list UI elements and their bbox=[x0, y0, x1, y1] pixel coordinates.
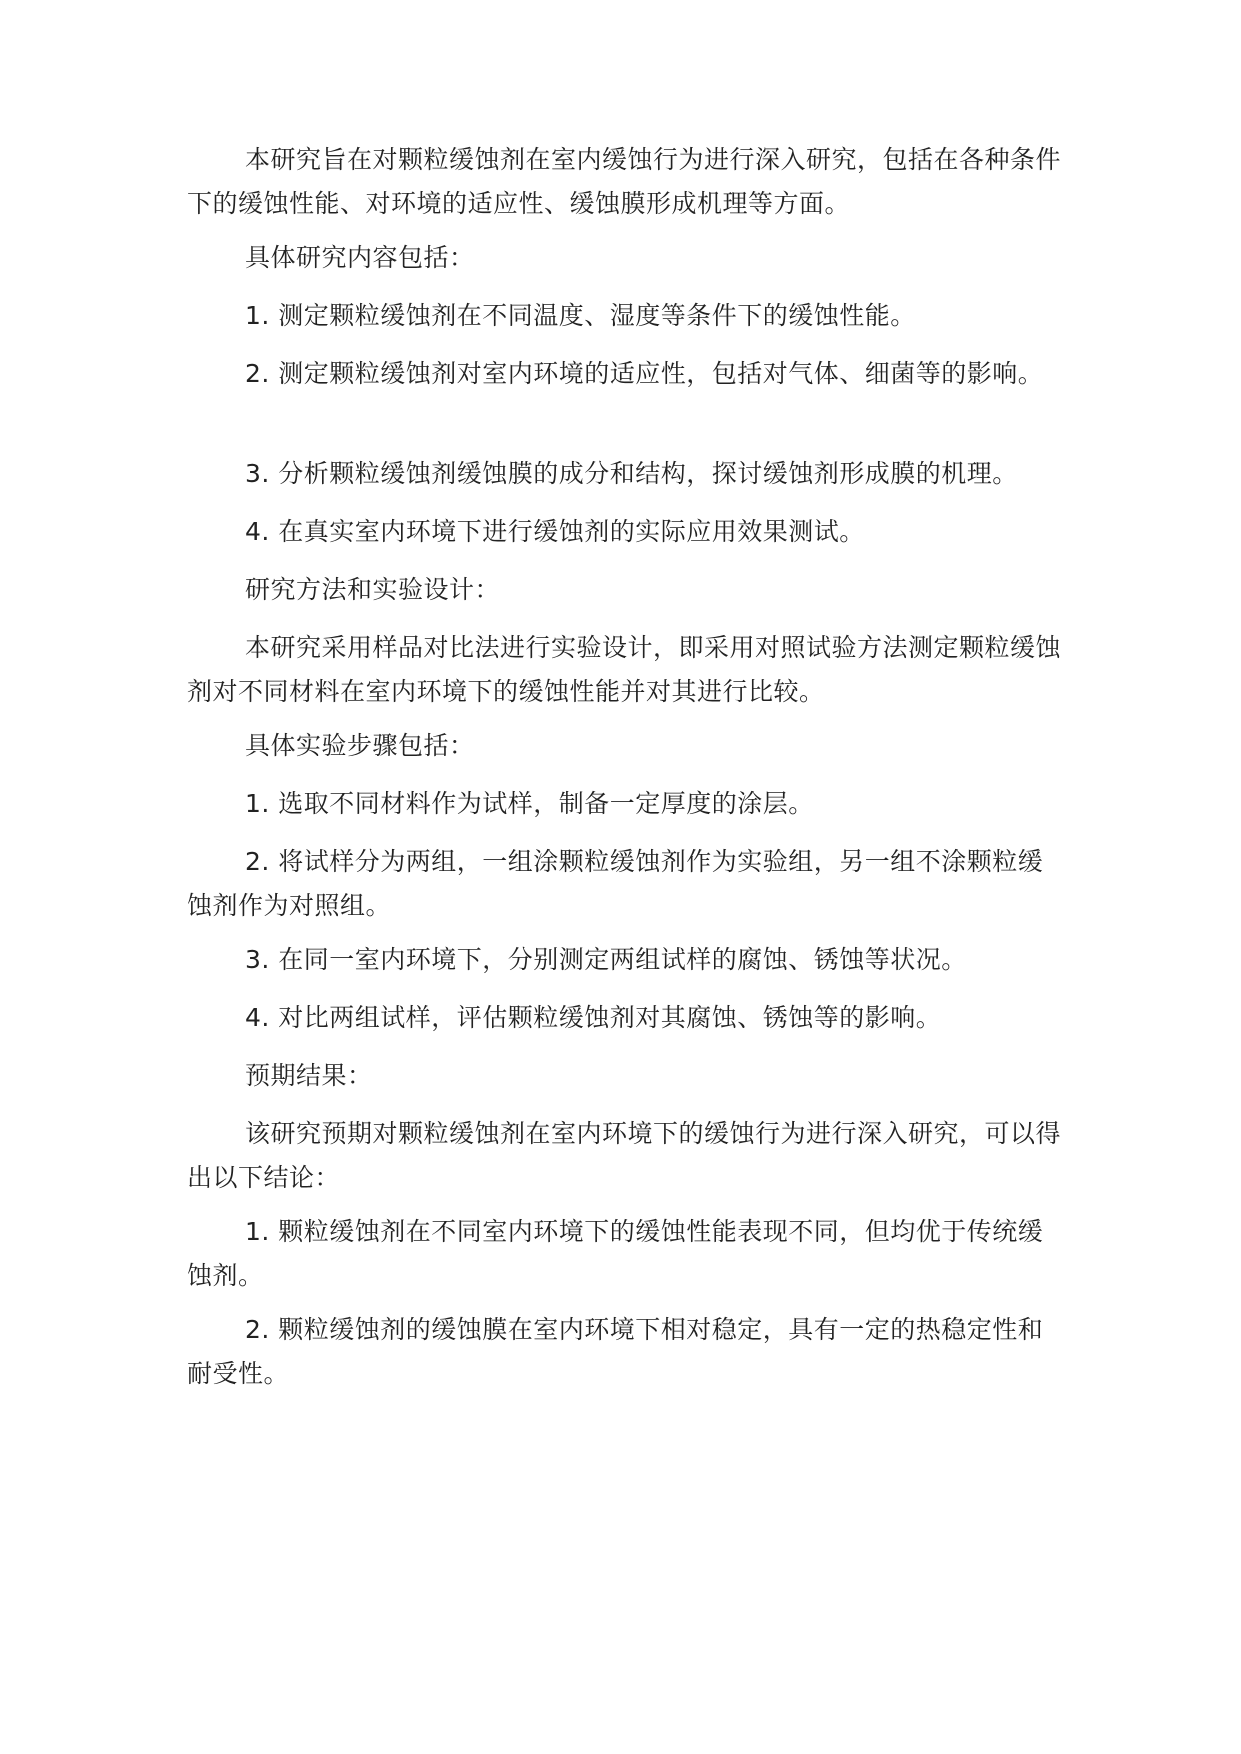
heading-expected-results: 预期结果： bbox=[245, 1061, 373, 1090]
paragraph-methods: 本研究采用样品对比法进行实验设计，即采用对照试验方法测定颗粒缓蚀剂对不同材料在室内环境下的缓蚀性能并对其进行比较。 bbox=[187, 633, 1062, 706]
list-item-step-4: 4. 对比两组试样，评估颗粒缓蚀剂对其腐蚀、锈蚀等的影响。 bbox=[245, 1003, 942, 1032]
heading-steps: 具体实验步骤包括： bbox=[245, 731, 475, 760]
list-item-step-2: 2. 将试样分为两组，一组涂颗粒缓蚀剂作为实验组，另一组不涂颗粒缓蚀剂作为对照组。 bbox=[187, 847, 1044, 920]
paragraph-research-aim: 本研究旨在对颗粒缓蚀剂在室内缓蚀行为进行深入研究，包括在各种条件下的缓蚀性能、对环境的适应性、缓蚀膜形成机理等方面。 bbox=[187, 145, 1062, 218]
list-item-content-1: 1. 测定颗粒缓蚀剂在不同温度、湿度等条件下的缓蚀性能。 bbox=[245, 301, 916, 330]
list-item-result-2: 2. 颗粒缓蚀剂的缓蚀膜在室内环境下相对稳定，具有一定的热稳定性和耐受性。 bbox=[187, 1315, 1044, 1388]
list-item-content-3: 3. 分析颗粒缓蚀剂缓蚀膜的成分和结构，探讨缓蚀剂形成膜的机理。 bbox=[245, 459, 1018, 488]
heading-methods: 研究方法和实验设计： bbox=[245, 575, 501, 604]
list-item-content-4: 4. 在真实室内环境下进行缓蚀剂的实际应用效果测试。 bbox=[245, 517, 865, 546]
list-item-step-1: 1. 选取不同材料作为试样，制备一定厚度的涂层。 bbox=[245, 789, 814, 818]
list-item-result-1: 1. 颗粒缓蚀剂在不同室内环境下的缓蚀性能表现不同，但均优于传统缓蚀剂。 bbox=[187, 1217, 1044, 1290]
list-item-step-3: 3. 在同一室内环境下，分别测定两组试样的腐蚀、锈蚀等状况。 bbox=[245, 945, 967, 974]
list-item-content-2: 2. 测定颗粒缓蚀剂对室内环境的适应性，包括对气体、细菌等的影响。 bbox=[245, 359, 1044, 388]
paragraph-expected-results: 该研究预期对颗粒缓蚀剂在室内环境下的缓蚀行为进行深入研究，可以得出以下结论： bbox=[187, 1119, 1062, 1192]
heading-research-content: 具体研究内容包括： bbox=[245, 243, 475, 272]
